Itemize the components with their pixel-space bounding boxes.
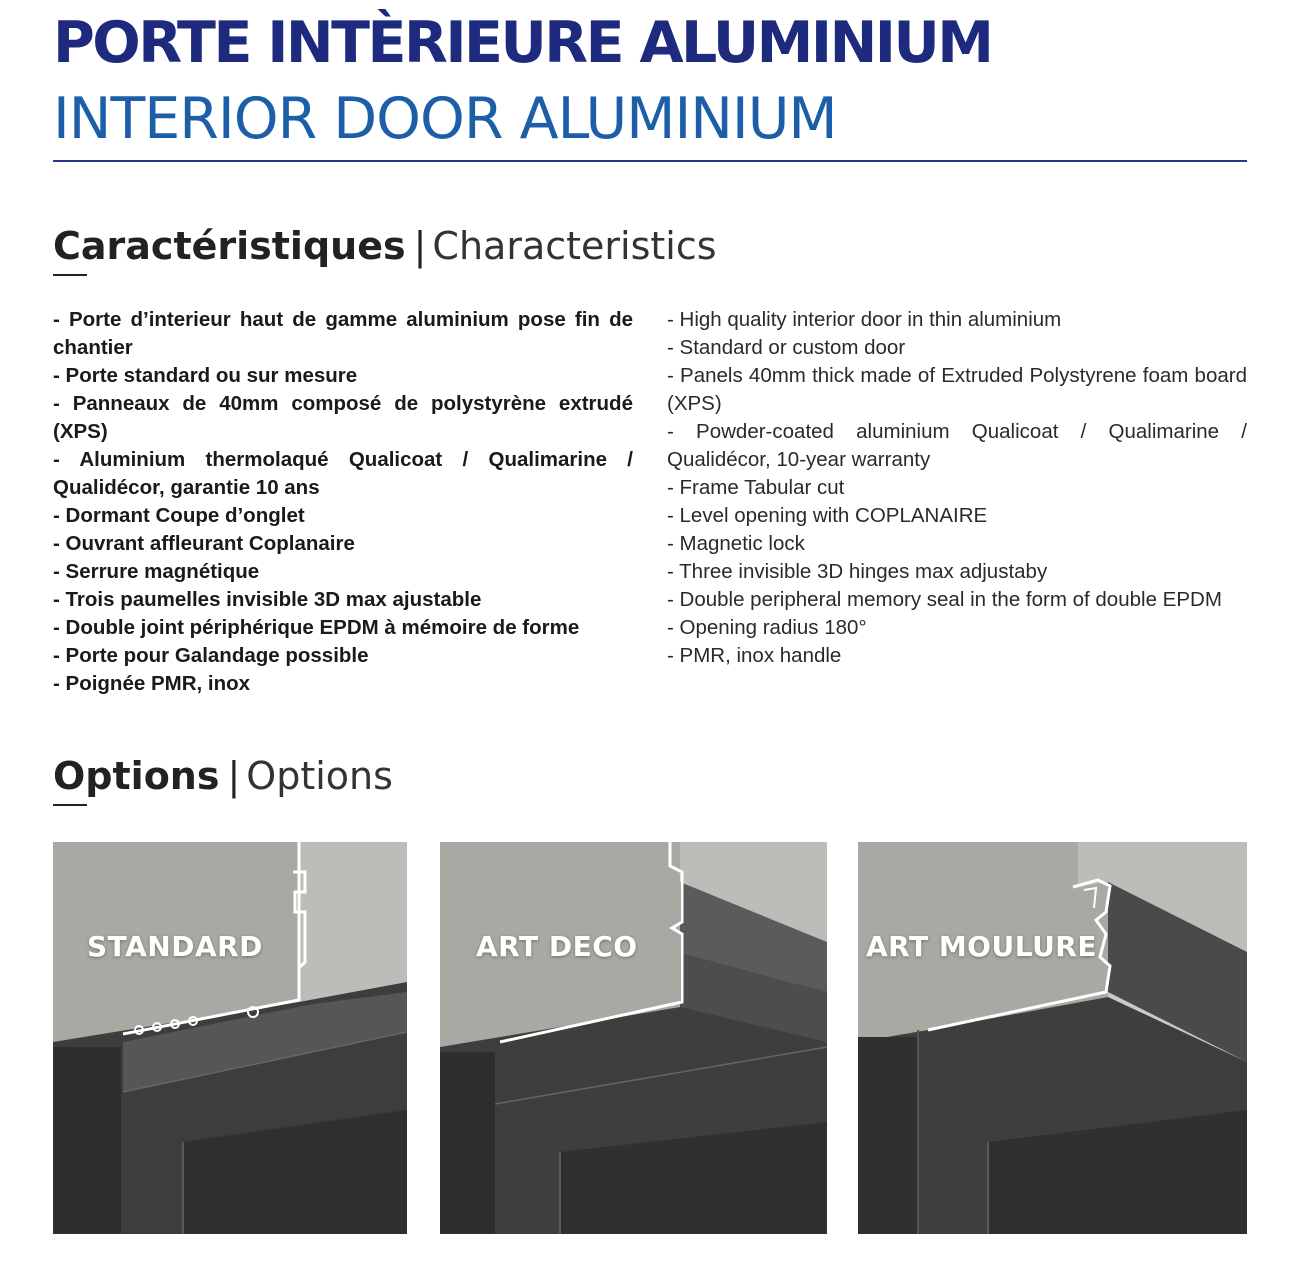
- option-label-standard: STANDARD: [87, 930, 263, 963]
- list-item: - High quality interior door in thin aluminium: [667, 308, 1062, 331]
- list-item: - PMR, inox handle: [667, 644, 842, 667]
- list-item: - Magnetic lock: [667, 532, 805, 555]
- page-title-fr: PORTE INTÈRIEURE ALUMINIUM: [53, 10, 992, 76]
- characteristics-heading-en: Characteristics: [432, 224, 717, 268]
- list-item: - Aluminium thermolaqué Qualicoat / Qualimarine / Qualidécor, garantie 10 ans: [53, 448, 633, 499]
- characteristics-list-fr: [53, 306, 633, 698]
- characteristics-list-en: [667, 306, 1247, 670]
- options-underline: [53, 804, 87, 806]
- options-heading: [53, 752, 393, 800]
- list-item: - Poignée PMR, inox: [53, 672, 251, 695]
- list-item: - Double joint périphérique EPDM à mémoire de forme: [53, 616, 580, 639]
- list-item: - Panels 40mm thick made of Extruded Polystyrene foam board (XPS): [667, 364, 1247, 415]
- heading-separator: |: [227, 754, 241, 798]
- list-item: - Opening radius 180°: [667, 616, 867, 639]
- options-heading-en: Options: [246, 754, 393, 798]
- list-item: - Porte pour Galandage possible: [53, 644, 369, 667]
- list-item: - Ouvrant affleurant Coplanaire: [53, 532, 355, 555]
- option-label-art-moulure: ART MOULURE: [866, 930, 1097, 963]
- heading-separator: |: [413, 224, 427, 268]
- list-item: - Powder-coated aluminium Qualicoat / Qualimarine / Qualidécor, 10-year warranty: [667, 420, 1247, 471]
- list-item: - Dormant Coupe d’onglet: [53, 504, 305, 527]
- list-item: - Panneaux de 40mm composé de polystyrène extrudé (XPS): [53, 392, 633, 443]
- list-item: - Porte standard ou sur mesure: [53, 364, 358, 387]
- option-tile-art-moulure: [858, 842, 1247, 1234]
- list-item: - Three invisible 3D hinges max adjustaby: [667, 560, 1048, 583]
- list-item: - Porte d’interieur haut de gamme aluminium pose fin de chantier: [53, 308, 633, 359]
- list-item: - Level opening with COPLANAIRE: [667, 504, 988, 527]
- characteristics-underline: [53, 274, 87, 276]
- list-item: - Serrure magnétique: [53, 560, 260, 583]
- characteristics-heading: [53, 222, 717, 270]
- option-label-art-deco: ART DECO: [476, 930, 638, 963]
- characteristics-heading-fr: Caractéristiques: [53, 224, 406, 268]
- option-tile-art-deco: [440, 842, 827, 1234]
- standard-profile-image: [53, 842, 407, 1234]
- list-item: - Trois paumelles invisible 3D max ajustable: [53, 588, 482, 611]
- title-divider: [53, 160, 1247, 162]
- list-item: - Standard or custom door: [667, 336, 906, 359]
- list-item: - Double peripheral memory seal in the form of double EPDM: [667, 588, 1222, 611]
- art-deco-profile-image: [440, 842, 827, 1234]
- art-moulure-profile-image: [858, 842, 1247, 1234]
- page-title-en: INTERIOR DOOR ALUMINIUM: [53, 86, 837, 152]
- option-tile-standard: [53, 842, 407, 1234]
- options-heading-fr: Options: [53, 754, 220, 798]
- list-item: - Frame Tabular cut: [667, 476, 845, 499]
